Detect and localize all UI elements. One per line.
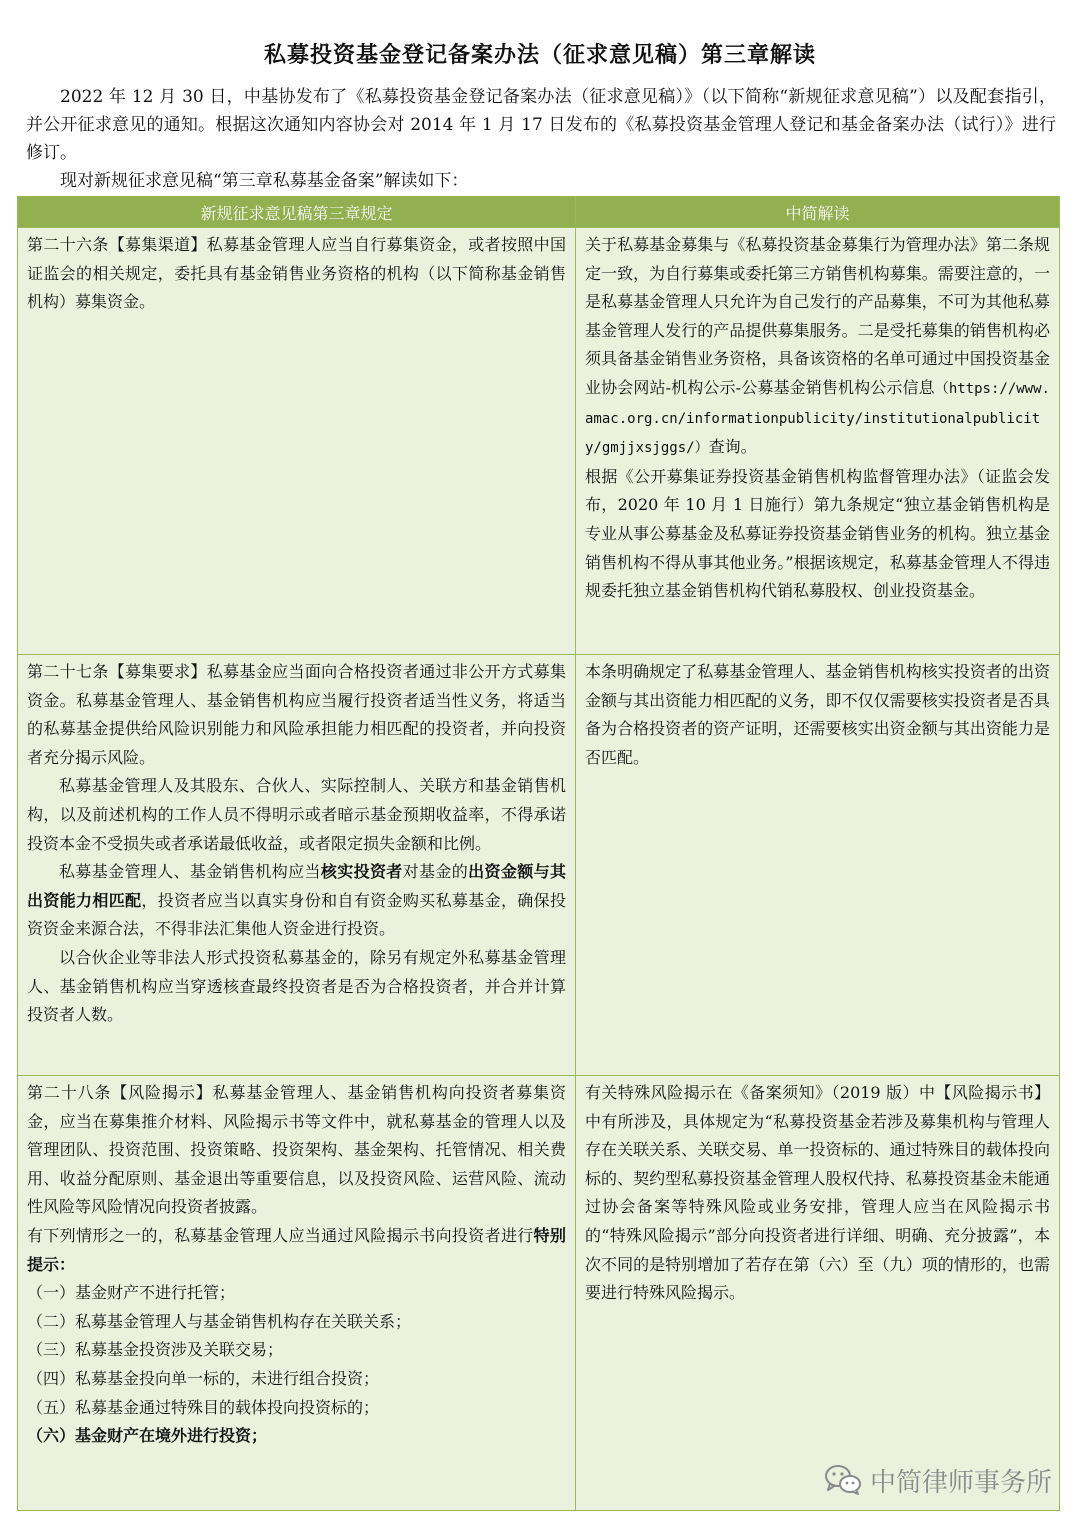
interpretation-26-para2: 根据《公开募集证券投资基金销售机构监督管理办法》（证监会发布，2020 年 10 月 1 日施行）第九条规定“独立基金销售机构是专业从事公募基金及私募证券投资基金销售业务的机构。独立基金销售机构不得从事其他业务。”根据该规定，私募基金管理人不得违规委托独立基金销售机构代销私募股权、创业投资基金。 — [585, 466, 1050, 601]
regulation-cell — [18, 1076, 576, 1511]
interpretation-26-text — [585, 231, 1050, 463]
article-27-para3 — [27, 858, 566, 944]
article-27-bold-match: 出资金额与其出资能力相匹配 — [27, 862, 566, 910]
list-item: （一）基金财产不进行托管； — [27, 1283, 236, 1303]
intro-lead-in: 现对新规征求意见稿“第三章私募基金备案”解读如下： — [60, 171, 469, 191]
interpretation-26-part1-end: 查询。 — [708, 437, 757, 457]
interpretation-cell — [576, 1076, 1060, 1511]
intro-paragraph: 2022 年 12 月 30 日，中基协发布了《私募投资基金登记备案办法（征求意见稿）》（以下简称“新规征求意见稿”）以及配套指引，并公开征求意见的通知。根据这次通知内容协会对 2014 年 1 月 17 日发布的《私募投资基金管理人登记和基金备案办法（试行）》进行修订。 — [26, 87, 1056, 163]
list-item: （三）私募基金投资涉及关联交易； — [27, 1340, 284, 1360]
list-item-bold: （六）基金财产在境外进行投资； — [27, 1426, 268, 1446]
table-row — [18, 228, 1060, 655]
watermark-text: 中简律师事务所 — [869, 1467, 1052, 1498]
amac-url: （https://www.amac.org.cn/informationpublicity/institutionalpublicity/gmjjxsjggs/） — [585, 380, 1050, 457]
wechat-icon — [824, 1464, 862, 1496]
article-28-para2 — [27, 1222, 566, 1279]
article-28-para2-a: 有下列情形之一的，私募基金管理人应当通过风险揭示书向投资者进行 — [27, 1225, 534, 1245]
list-item: （二）私募基金管理人与基金销售机构存在关联关系； — [27, 1311, 412, 1331]
article-27-para3-a: 私募基金管理人、基金销售机构应当 — [59, 862, 321, 882]
interpretation-28-text: 有关特殊风险揭示在《备案须知》（2019 版）中【风险揭示书】中有所涉及，具体规定为“私募投资基金若涉及募集机构与管理人存在关联关系、关联交易、单一投资标的、通过特殊目的载体投向标的、契约型私募投资基金管理人股权代持、私募投资基金未能通过协会备案等特殊风险或业务安排，管理人应当在风险揭示书的“特殊风险揭示”部分向投资者进行详细、明确、充分披露”，本次不同的是特别增加了若存在第（六）至（九）项的情形的，也需要进行特殊风险揭示。 — [585, 1083, 1050, 1303]
list-item: （四）私募基金投向单一标的，未进行组合投资； — [27, 1368, 380, 1388]
interpretation-cell — [576, 228, 1060, 655]
article-27-para1: 第二十七条【募集要求】私募基金应当面向合格投资者通过非公开方式募集资金。私募基金管理人、基金销售机构应当履行投资者适当性义务，将适当的私募基金提供给风险识别能力和风险承担能力相匹配的投资者，并向投资者充分揭示风险。 — [27, 662, 566, 767]
table-header-interpretation: 中简解读 — [576, 197, 1060, 228]
regulation-cell — [18, 655, 576, 1076]
regulation-table — [17, 196, 1060, 1511]
table-header-regulation: 新规征求意见稿第三章规定 — [18, 197, 576, 228]
table-row — [18, 1076, 1060, 1511]
regulation-cell — [18, 228, 576, 655]
interpretation-cell — [576, 655, 1060, 1076]
article-27-para3-c: 对基金的 — [402, 862, 469, 882]
article-28-para2-colon: ： — [59, 1254, 76, 1274]
interpretation-27-text: 本条明确规定了私募基金管理人、基金销售机构核实投资者的出资金额与其出资能力相匹配的义务，即不仅仅需要核实投资者是否具备为合格投资者的资产证明，还需要核实出资金额与其出资能力是否匹配。 — [585, 662, 1050, 767]
list-item: （五）私募基金通过特殊目的载体投向投资标的； — [27, 1397, 380, 1417]
page-title: 私募投资基金登记备案办法（征求意见稿）第三章解读 — [263, 42, 816, 68]
article-26-text: 第二十六条【募集渠道】私募基金管理人应当自行募集资金，或者按照中国证监会的相关规定，委托具有基金销售业务资格的机构（以下简称基金销售机构）募集资金。 — [27, 235, 566, 312]
wechat-watermark — [824, 1462, 1052, 1498]
article-27-para2: 私募基金管理人及其股东、合伙人、实际控制人、关联方和基金销售机构，以及前述机构的工作人员不得明示或者暗示基金预期收益率，不得承诺投资本金不受损失或者承诺最低收益，或者限定损失金额和比例。 — [27, 776, 566, 853]
article-27-para3-e: ，投资者应当以真实身份和自有资金购买私募基金，确保投资资金来源合法，不得非法汇集他人资金进行投资。 — [27, 890, 566, 939]
table-row — [18, 655, 1060, 1076]
table-header-row — [18, 197, 1060, 228]
article-27-para4: 以合伙企业等非法人形式投资私募基金的，除另有规定外私募基金管理人、基金销售机构应当穿透核查最终投资者是否为合格投资者，并合并计算投资者人数。 — [27, 947, 566, 1025]
article-27-bold-verify: 核实投资者 — [320, 862, 403, 882]
interpretation-26-part1: 关于私募基金募集与《私募投资基金募集行为管理办法》第二条规定一致，为自行募集或委托第三方销售机构募集。需要注意的，一是私募基金管理人只允许为自己发行的产品募集，不可为其他私募基金管理人发行的产品提供募集服务。二是受托募集的销售机构必须具备基金销售业务资格，具备该资格的名单可通过中国投资基金业协会网站-机构公示-公募基金销售机构公示信息 — [585, 235, 1050, 397]
article-28-bold-special: 特别提示 — [27, 1225, 566, 1274]
article-28-para1: 第二十八条【风险揭示】私募基金管理人、基金销售机构向投资者募集资金，应当在募集推介材料、风险揭示书等文件中，就私募基金的管理人以及管理团队、投资范围、投资策略、投资架构、基金架构、托管情况、相关费用、收益分配原则、基金退出等重要信息，以及投资风险、运营风险、流动性风险等风险情况向投资者披露。 — [27, 1083, 566, 1217]
